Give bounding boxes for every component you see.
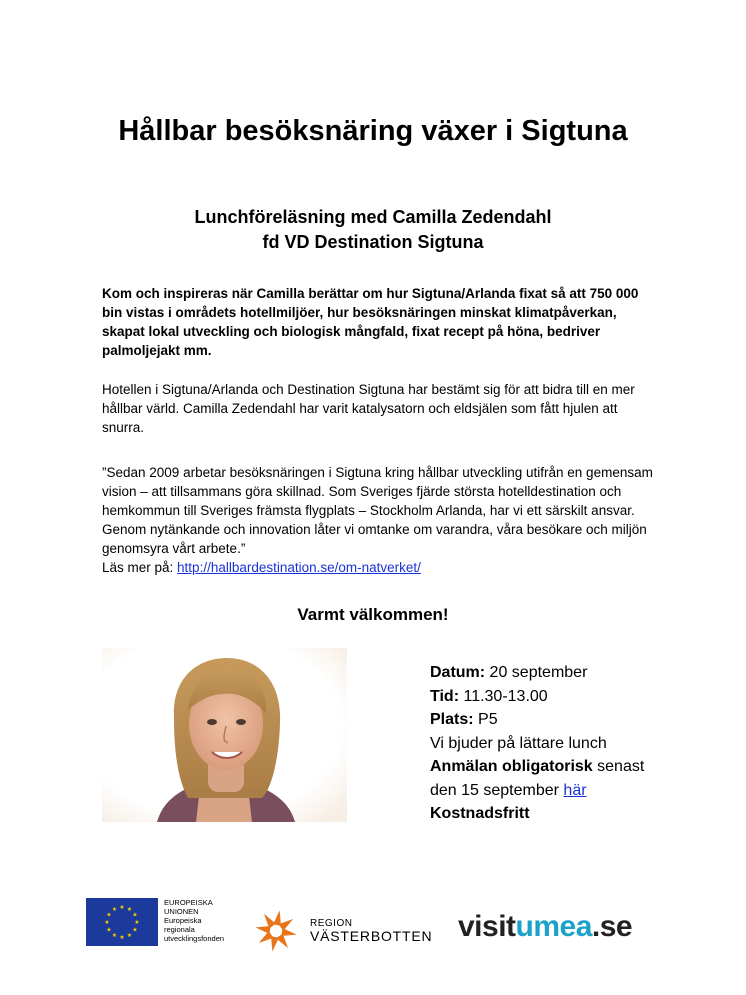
quote-text: ”Sedan 2009 arbetar besöksnäringen i Sigtuna kring hållbar utveckling utifrån en gemensam vision – att tillsammans göra skillnad. Som Sveriges fjärde största hotelldestination och hemkommun till Sveriges främsta flygplats – Stockholm Arlanda, har vi ett särskilt ansvar. Genom nytänkande och innovation låter vi omtanke om varandra, våra besökare och miljön genomsyra vårt arbete.” bbox=[102, 465, 653, 556]
read-more-label: Läs mer på: bbox=[102, 560, 178, 575]
read-more-link[interactable]: http://hallbardestination.se/om-natverket/ bbox=[177, 560, 421, 575]
region-logo-ray bbox=[279, 916, 296, 931]
date-label: Datum: bbox=[430, 664, 486, 681]
eu-logo-text bbox=[164, 898, 224, 943]
lead-paragraph: Kom och inspireras när Camilla berättar om hur Sigtuna/Arlanda fixat så att 750 000 bin vistas i områdets hotellmiljöer, hur besöksnäringen minskat klimatpåverkan, skapat lokal utveckling och biologisk mångfald, fixat recept på höna, bedriver palmoljejakt mm. bbox=[102, 286, 639, 358]
visitumea-part-visit: visit bbox=[458, 910, 516, 943]
date-value: 20 september bbox=[485, 664, 588, 681]
place-value: P5 bbox=[473, 711, 498, 728]
eu-star: ★ bbox=[126, 932, 133, 939]
eu-text-line-5: utvecklingsfonden bbox=[164, 934, 225, 943]
eu-star: ★ bbox=[134, 919, 140, 926]
event-details bbox=[430, 661, 660, 826]
signup-value: senast bbox=[592, 758, 645, 775]
eu-text-line-1: EUROPEISKA bbox=[164, 898, 213, 907]
eu-star: ★ bbox=[132, 926, 138, 934]
visitumea-part-se: .se bbox=[591, 910, 633, 943]
region-vasterbotten-logo-icon bbox=[254, 909, 298, 953]
region-text-line-1: REGION bbox=[310, 918, 353, 929]
eu-star: ★ bbox=[106, 911, 112, 919]
paragraph-quote bbox=[102, 463, 662, 577]
subtitle-line-2: fd VD Destination Sigtuna bbox=[262, 232, 484, 252]
eu-star: ★ bbox=[111, 932, 118, 939]
page-title: Hållbar besöksnäring växer i Sigtuna bbox=[118, 115, 628, 147]
subtitle bbox=[0, 205, 746, 255]
visitumea-logo bbox=[458, 910, 632, 944]
eu-flag-icon bbox=[86, 898, 158, 946]
eu-text-line-2: UNIONEN bbox=[164, 907, 199, 916]
deadline-row bbox=[430, 779, 660, 803]
region-logo-ray bbox=[276, 934, 291, 951]
place-row bbox=[430, 708, 660, 732]
welcome-heading: Varmt välkommen! bbox=[297, 605, 449, 624]
portrait-photo bbox=[102, 648, 347, 822]
eu-text-line-4: regionala bbox=[164, 925, 195, 934]
region-logo-text bbox=[310, 917, 432, 943]
cost-text: Kostnadsfritt bbox=[430, 805, 530, 822]
visitumea-part-umea: umea bbox=[515, 910, 592, 943]
eu-star: ★ bbox=[132, 911, 138, 919]
time-value: 11.30-13.00 bbox=[459, 687, 548, 705]
signup-label: Anmälan obligatorisk bbox=[430, 758, 593, 775]
region-logo-ray bbox=[257, 931, 274, 946]
deadline-text: den 15 september bbox=[430, 781, 564, 799]
signup-row bbox=[430, 755, 660, 779]
eu-text-line-3: Europeiska bbox=[164, 916, 202, 925]
eu-star: ★ bbox=[106, 926, 112, 934]
region-text-line-2: VÄSTERBOTTEN bbox=[310, 928, 433, 944]
subtitle-line-1: Lunchföreläsning med Camilla Zedendahl bbox=[194, 207, 552, 227]
eu-star: ★ bbox=[126, 906, 133, 913]
time-row bbox=[430, 685, 660, 709]
signup-link[interactable]: här bbox=[563, 781, 587, 799]
lunch-row: Vi bjuder på lättare lunch bbox=[430, 734, 607, 752]
eu-star: ★ bbox=[119, 934, 125, 941]
eu-star: ★ bbox=[111, 906, 118, 913]
eu-star: ★ bbox=[104, 919, 110, 926]
time-label: Tid: bbox=[430, 687, 460, 705]
cost-row bbox=[430, 802, 660, 826]
eu-star: ★ bbox=[119, 904, 125, 911]
region-logo-ray bbox=[261, 912, 276, 929]
place-label: Plats: bbox=[430, 711, 474, 728]
paragraph-hotels: Hotellen i Sigtuna/Arlanda och Destination Sigtuna har bestämt sig för att bidra till en mer hållbar värld. Camilla Zedendahl har varit katalysatorn och eldsjälen som fått hjulen att snurra. bbox=[102, 382, 635, 435]
date-row bbox=[430, 661, 660, 685]
